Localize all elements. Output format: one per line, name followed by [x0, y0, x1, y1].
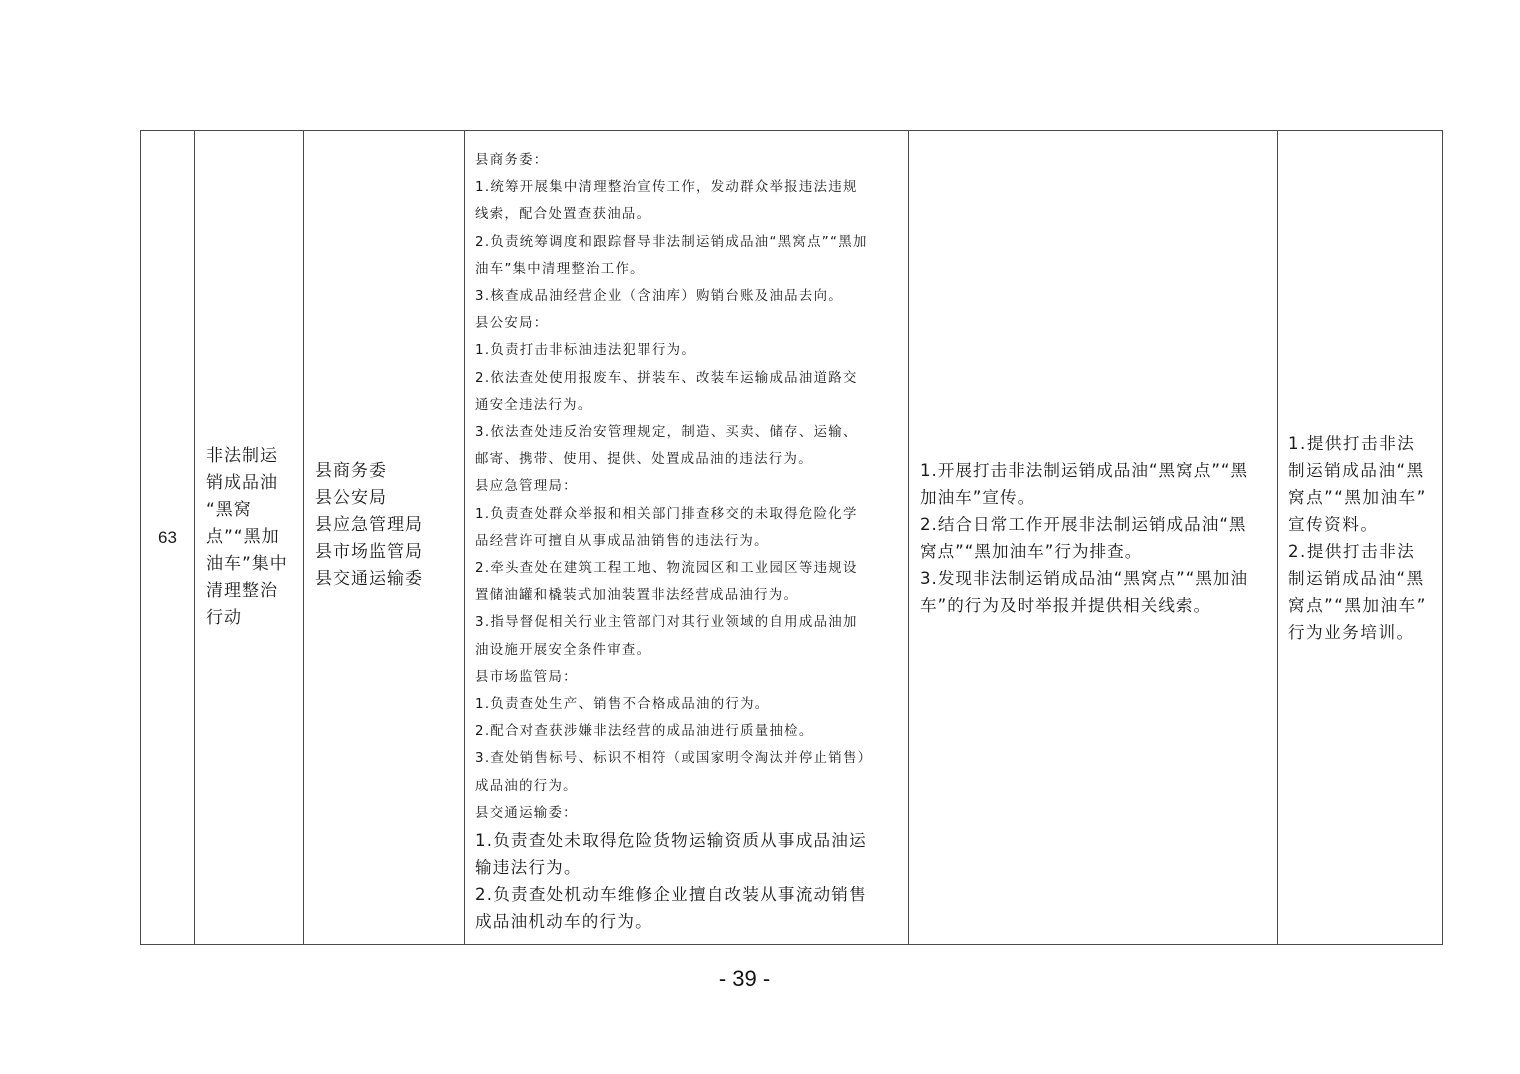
task-name-line: “黑窝: [206, 500, 252, 520]
page-number: - 39 -: [718, 966, 771, 991]
county-duty-line: 3.核查成品油经营企业（含油库）购销台账及油品去向。: [475, 289, 843, 305]
village-duties-cell: [1278, 131, 1443, 945]
county-duty-line: 3.查处销售标号、标识不相符（或国家明令淘汰并停止销售）: [475, 751, 873, 767]
county-duty-line: 品经营许可擅自从事成品油销售的违法行为。: [475, 533, 769, 549]
county-duty-line: 1.负责查处生产、销售不合格成品油的行为。: [475, 697, 770, 713]
village-duty-line: 宣传资料。: [1288, 514, 1379, 534]
county-duty-line: 县应急管理局：: [475, 479, 578, 495]
village-duty-line: 窝点”“黑加油车”: [1288, 487, 1427, 507]
department-item: 县交通运输委: [315, 569, 423, 589]
county-duty-line: 县市场监管局：: [475, 669, 578, 685]
county-duty-line: 成品油机动车的行为。: [475, 912, 653, 932]
county-duty-line: 油车”集中清理整治工作。: [475, 261, 645, 277]
table-row: [141, 131, 1443, 945]
row-number: 63: [158, 527, 177, 547]
county-duty-line: 2.负责查处机动车维修企业擅自改装从事流动销售: [475, 885, 867, 905]
department-item: 县公安局: [315, 488, 387, 508]
county-duty-line: 县商务委：: [475, 153, 549, 168]
task-name-line: 非法制运: [206, 446, 278, 466]
task-name-line: 油车”集中: [206, 554, 288, 574]
village-duty-line: 行为业务培训。: [1288, 622, 1415, 642]
county-duty-line: 3.依法查处违反治安管理规定，制造、买卖、储存、运输、: [475, 425, 858, 441]
department-item: 县应急管理局: [315, 515, 423, 535]
county-duty-line: 2.负责统筹调度和跟踪督导非法制运销成品油“黑窝点”“黑加: [475, 234, 868, 250]
task-name-line: 清理整治: [206, 581, 278, 601]
county-duty-line: 输违法行为。: [475, 858, 582, 878]
county-duty-line: 成品油的行为。: [475, 778, 578, 794]
village-duty-line: 窝点”“黑加油车”: [1288, 595, 1427, 615]
town-duty-line: 2.结合日常工作开展非法制运销成品油“黑: [920, 514, 1247, 534]
task-name: [195, 443, 303, 632]
town-duty-line: 1.开展打击非法制运销成品油“黑窝点”“黑: [920, 460, 1249, 480]
county-duty-line: 1.统筹开展集中清理整治宣传工作，发动群众举报违法违规: [475, 180, 858, 196]
row-number-cell: [141, 131, 195, 945]
county-duty-line: 2.依法查处使用报废车、拼装车、改装车运输成品油道路交: [475, 370, 858, 386]
village-duty-line: 制运销成品油“黑: [1288, 460, 1425, 480]
town-duty-line: 窝点”“黑加油车”行为排查。: [920, 541, 1143, 561]
county-duties-list: [465, 131, 908, 935]
county-duty-line: 3.指导督促相关行业主管部门对其行业领域的自用成品油加: [475, 615, 858, 631]
task-name-line: 点”“黑加: [206, 527, 280, 547]
town-duties-text: [909, 457, 1277, 619]
county-duty-line: 2.牵头查处在建筑工程工地、物流园区和工业园区等违规设: [475, 561, 858, 577]
town-duty-line: 车”的行为及时举报并提供相关线索。: [920, 595, 1212, 615]
county-duty-line: 1.负责打击非标油违法犯罪行为。: [475, 343, 697, 359]
town-duty-line: 3.发现非法制运销成品油“黑窝点”“黑加油: [920, 568, 1249, 588]
village-duty-line: 1.提供打击非法: [1288, 433, 1416, 453]
responsibility-table: [140, 130, 1443, 945]
county-duty-line: 线索，配合处置查获油品。: [475, 207, 652, 223]
county-duty-line: 县交通运输委：: [475, 805, 578, 821]
departments-cell: [304, 131, 465, 945]
department-item: 县商务委: [315, 461, 387, 481]
department-item: 县市场监管局: [315, 542, 423, 562]
county-duty-line: 油设施开展安全条件审查。: [475, 642, 652, 658]
county-duty-line: 邮寄、携带、使用、提供、处置成品油的违法行为。: [475, 452, 813, 468]
county-duty-line: 2.配合对查获涉嫌非法经营的成品油进行质量抽检。: [475, 724, 814, 740]
county-duty-line: 1.负责查处群众举报和相关部门排查移交的未取得危险化学: [475, 506, 858, 522]
department-list: [304, 458, 464, 593]
task-name-cell: [195, 131, 304, 945]
task-name-line: 行动: [206, 608, 242, 628]
county-duties-cell: [465, 131, 909, 945]
county-duty-line: 县公安局：: [475, 316, 549, 332]
task-name-line: 销成品油: [206, 473, 278, 493]
town-duty-line: 加油车”宣传。: [920, 487, 1036, 507]
village-duty-line: 2.提供打击非法: [1288, 541, 1416, 561]
county-duty-line: 置储油罐和橇装式加油装置非法经营成品油行为。: [475, 588, 799, 604]
village-duty-line: 制运销成品油“黑: [1288, 568, 1425, 588]
county-duty-line: 1.负责查处未取得危险货物运输资质从事成品油运: [475, 831, 867, 851]
village-duties-text: [1278, 430, 1442, 646]
county-duty-line: 通安全违法行为。: [475, 397, 593, 413]
town-duties-cell: [909, 131, 1278, 945]
